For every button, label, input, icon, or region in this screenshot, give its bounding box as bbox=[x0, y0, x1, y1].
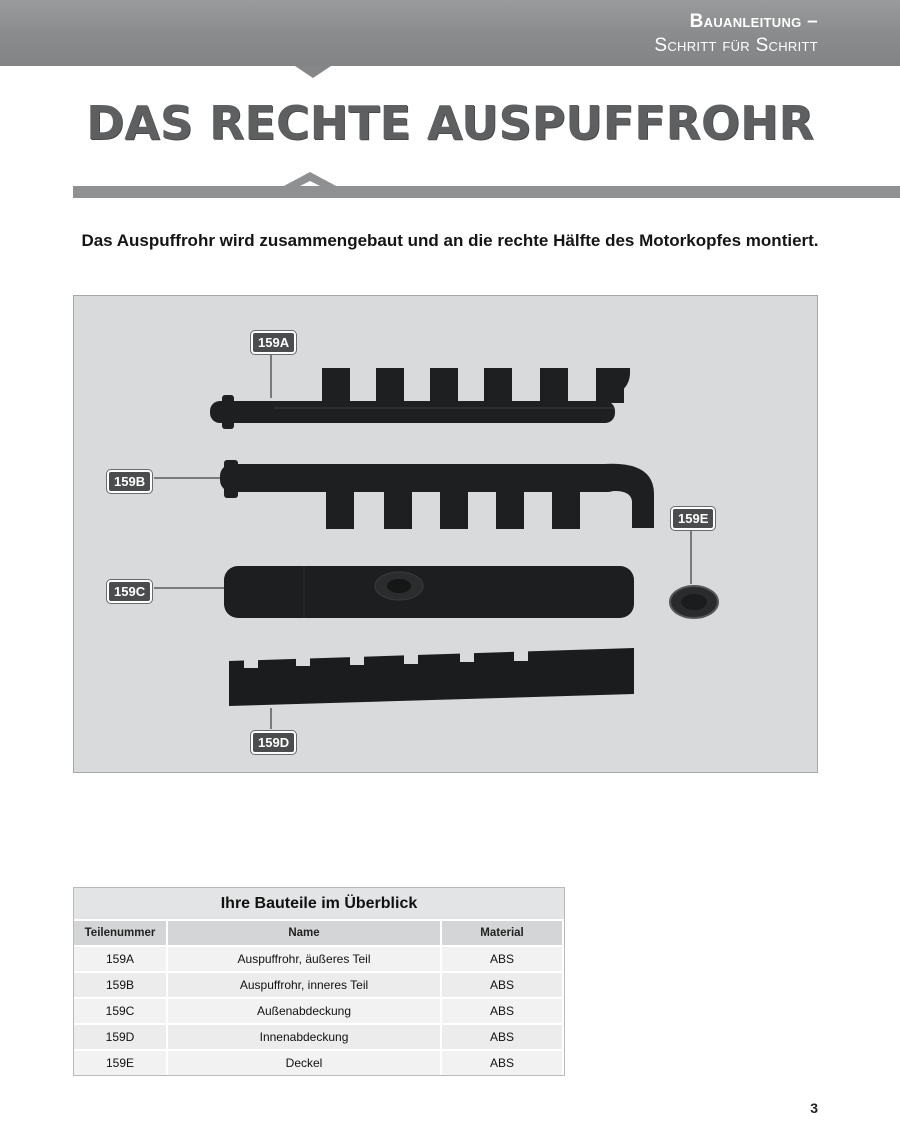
cell-part-number: 159B bbox=[74, 972, 167, 998]
cell-part-number: 159A bbox=[74, 946, 167, 972]
section-title bbox=[654, 10, 818, 58]
cell-material: ABS bbox=[441, 1024, 563, 1050]
parts-illustration bbox=[74, 296, 819, 774]
table-row bbox=[74, 972, 563, 998]
label-159a: 159A bbox=[251, 331, 296, 354]
parts-photo bbox=[73, 295, 818, 773]
section-title-line2: Schritt für Schritt bbox=[654, 35, 818, 56]
title-rule bbox=[73, 186, 900, 198]
cell-name: Deckel bbox=[167, 1050, 441, 1075]
part-159d bbox=[229, 648, 634, 706]
label-159b: 159B bbox=[107, 470, 152, 493]
label-159d: 159D bbox=[251, 731, 296, 754]
cell-name: Innenabdeckung bbox=[167, 1024, 441, 1050]
part-159e bbox=[670, 586, 718, 618]
header-band bbox=[0, 0, 900, 66]
part-159a bbox=[210, 368, 630, 429]
part-159c bbox=[224, 566, 634, 618]
table-row bbox=[74, 1024, 563, 1050]
table-header-row bbox=[74, 920, 563, 946]
parts-table-title: Ihre Bauteile im Überblick bbox=[74, 888, 564, 919]
cell-name: Außenabdeckung bbox=[167, 998, 441, 1024]
table-row bbox=[74, 1050, 563, 1075]
table-row bbox=[74, 946, 563, 972]
parts-table bbox=[73, 887, 565, 1076]
header-part-number: Teilenummer bbox=[74, 920, 167, 946]
label-159c: 159C bbox=[107, 580, 152, 603]
page-number: 3 bbox=[810, 1100, 818, 1116]
cell-material: ABS bbox=[441, 946, 563, 972]
intro-text: Das Auspuffrohr wird zusammengebaut und an die rechte Hälfte des Motorkopfes montiert. bbox=[81, 231, 819, 250]
label-159e: 159E bbox=[671, 507, 715, 530]
header-name: Name bbox=[167, 920, 441, 946]
cell-material: ABS bbox=[441, 1050, 563, 1075]
cell-name: Auspuffrohr, äußeres Teil bbox=[167, 946, 441, 972]
page-title: DAS RECHTE AUSPUFFROHR bbox=[86, 96, 814, 150]
cell-name: Auspuffrohr, inneres Teil bbox=[167, 972, 441, 998]
table-row bbox=[74, 998, 563, 1024]
cell-part-number: 159D bbox=[74, 1024, 167, 1050]
header-material: Material bbox=[441, 920, 563, 946]
part-159b bbox=[220, 460, 654, 529]
cell-part-number: 159C bbox=[74, 998, 167, 1024]
cell-part-number: 159E bbox=[74, 1050, 167, 1075]
section-title-line1: Bauanleitung – bbox=[689, 11, 818, 32]
cell-material: ABS bbox=[441, 998, 563, 1024]
cell-material: ABS bbox=[441, 972, 563, 998]
